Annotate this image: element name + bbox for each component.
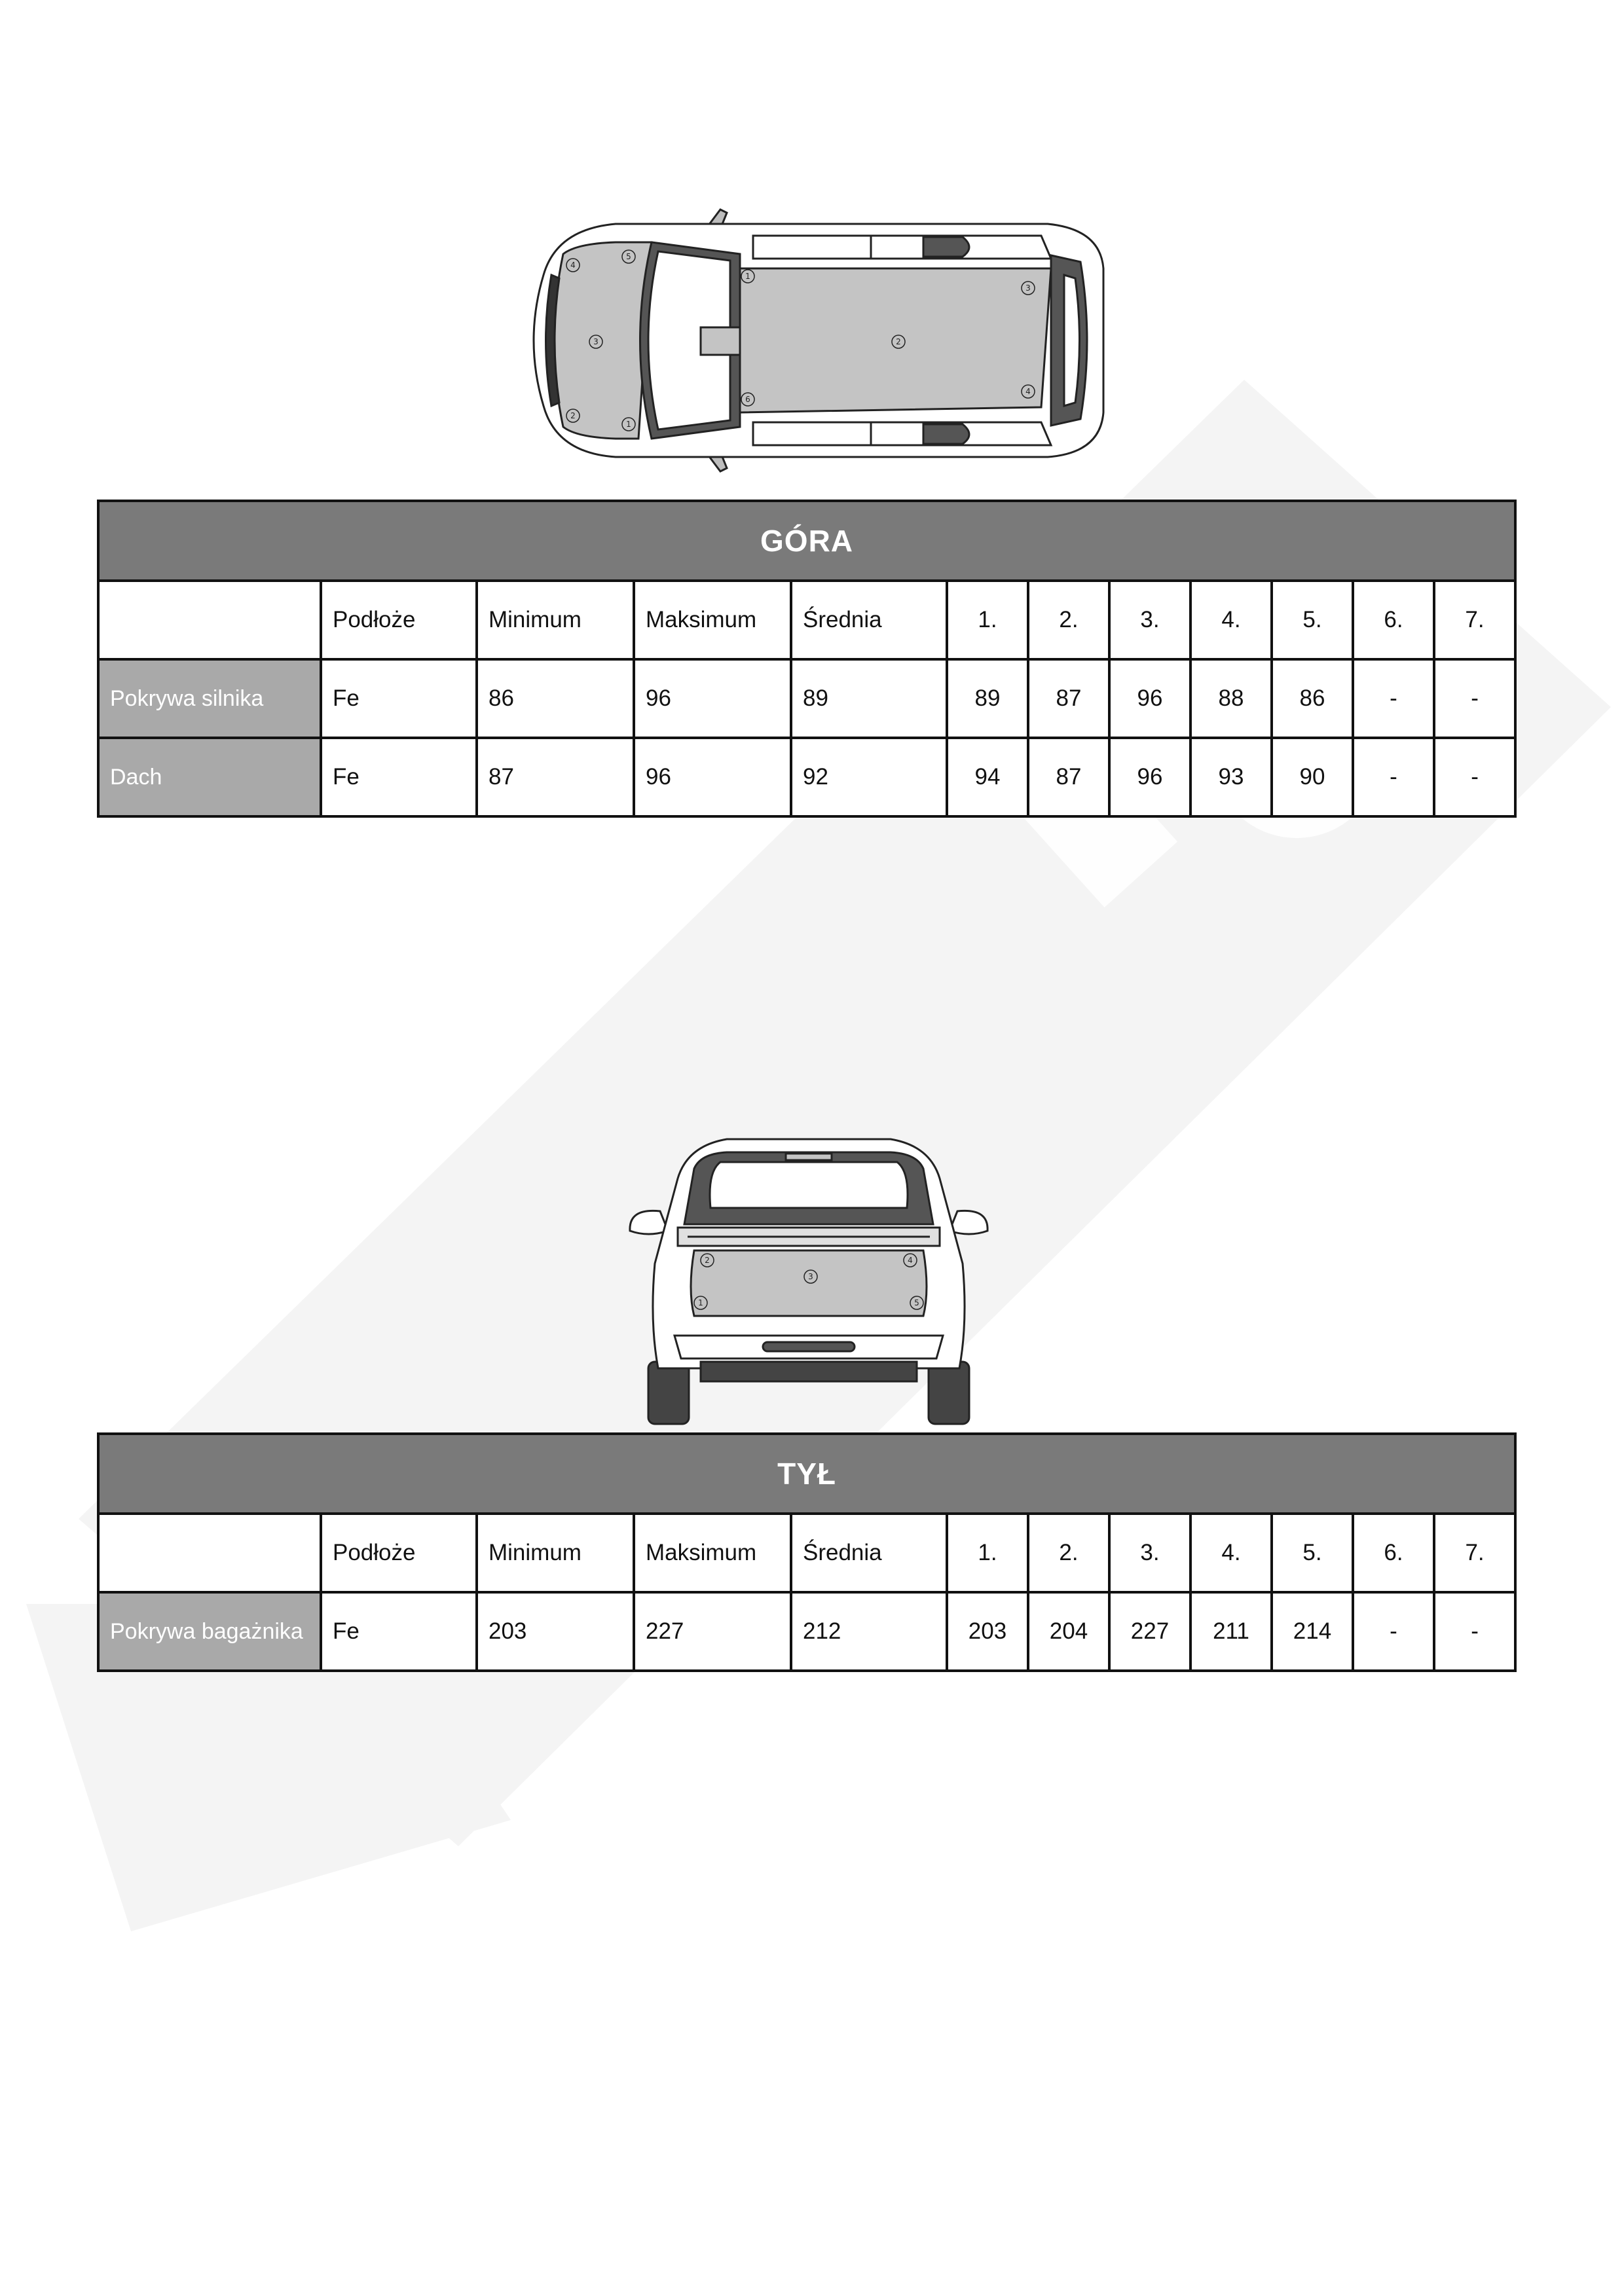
header-maximum: Maksimum [634, 581, 791, 659]
cell-average: 89 [791, 659, 947, 738]
header-point-2: 2. [1028, 581, 1109, 659]
svg-text:1: 1 [745, 272, 750, 281]
svg-text:4: 4 [570, 261, 576, 270]
cell-point-4: 88 [1190, 659, 1272, 738]
row-label: Dach [98, 738, 321, 816]
svg-text:1: 1 [698, 1298, 703, 1307]
header-point-6: 6. [1353, 581, 1434, 659]
svg-text:3: 3 [1025, 283, 1031, 293]
cell-point-1: 203 [947, 1592, 1028, 1671]
svg-text:2: 2 [570, 411, 576, 420]
cell-minimum: 86 [477, 659, 634, 738]
header-substrate: Podłoże [321, 1514, 477, 1592]
cell-point-4: 211 [1190, 1592, 1272, 1671]
header-point-1: 1. [947, 581, 1028, 659]
car-rear-view-diagram [622, 1126, 995, 1427]
svg-text:3: 3 [593, 337, 599, 346]
header-point-4: 4. [1190, 1514, 1272, 1592]
header-minimum: Minimum [477, 581, 634, 659]
table-row [98, 738, 1515, 816]
cell-point-3: 227 [1109, 1592, 1190, 1671]
cell-point-2: 204 [1028, 1592, 1109, 1671]
cell-maximum: 96 [634, 738, 791, 816]
cell-point-2: 87 [1028, 738, 1109, 816]
cell-point-6: - [1353, 659, 1434, 738]
header-empty [98, 1514, 321, 1592]
header-minimum: Minimum [477, 1514, 634, 1592]
cell-point-7: - [1434, 659, 1515, 738]
cell-point-5: 90 [1272, 738, 1353, 816]
cell-point-6: - [1353, 738, 1434, 816]
header-empty [98, 581, 321, 659]
cell-point-5: 214 [1272, 1592, 1353, 1671]
table-title: GÓRA [98, 501, 1515, 581]
svg-text:5: 5 [914, 1298, 919, 1307]
cell-maximum: 96 [634, 659, 791, 738]
header-substrate: Podłoże [321, 581, 477, 659]
cell-point-7: - [1434, 1592, 1515, 1671]
header-maximum: Maksimum [634, 1514, 791, 1592]
measurement-table-top [97, 500, 1517, 818]
cell-maximum: 227 [634, 1592, 791, 1671]
table-row [98, 659, 1515, 738]
cell-point-1: 94 [947, 738, 1028, 816]
header-point-4: 4. [1190, 581, 1272, 659]
header-point-7: 7. [1434, 581, 1515, 659]
cell-point-2: 87 [1028, 659, 1109, 738]
table-header-row [98, 581, 1515, 659]
cell-point-6: - [1353, 1592, 1434, 1671]
cell-substrate: Fe [321, 1592, 477, 1671]
cell-point-1: 89 [947, 659, 1028, 738]
cell-minimum: 203 [477, 1592, 634, 1671]
table-row [98, 1592, 1515, 1671]
cell-point-5: 86 [1272, 659, 1353, 738]
svg-text:1: 1 [626, 420, 631, 429]
cell-substrate: Fe [321, 738, 477, 816]
cell-point-3: 96 [1109, 659, 1190, 738]
svg-text:6: 6 [745, 395, 750, 404]
cell-average: 92 [791, 738, 947, 816]
table-title: TYŁ [98, 1434, 1515, 1514]
header-average: Średnia [791, 1514, 947, 1592]
row-label: Pokrywa bagażnika [98, 1592, 321, 1671]
svg-text:4: 4 [1025, 387, 1031, 396]
cell-point-3: 96 [1109, 738, 1190, 816]
svg-text:5: 5 [626, 252, 631, 261]
cell-average: 212 [791, 1592, 947, 1671]
header-point-3: 3. [1109, 1514, 1190, 1592]
header-point-7: 7. [1434, 1514, 1515, 1592]
header-point-3: 3. [1109, 581, 1190, 659]
header-point-5: 5. [1272, 581, 1353, 659]
cell-minimum: 87 [477, 738, 634, 816]
header-average: Średnia [791, 581, 947, 659]
cell-point-4: 93 [1190, 738, 1272, 816]
row-label: Pokrywa silnika [98, 659, 321, 738]
svg-text:2: 2 [896, 337, 901, 346]
table-header-row [98, 1514, 1515, 1592]
header-point-6: 6. [1353, 1514, 1434, 1592]
header-point-2: 2. [1028, 1514, 1109, 1592]
header-point-1: 1. [947, 1514, 1028, 1592]
car-top-view-diagram [504, 196, 1120, 484]
header-point-5: 5. [1272, 1514, 1353, 1592]
cell-point-7: - [1434, 738, 1515, 816]
cell-substrate: Fe [321, 659, 477, 738]
measurement-table-rear [97, 1432, 1517, 1672]
svg-text:4: 4 [908, 1256, 913, 1265]
svg-text:3: 3 [808, 1272, 813, 1281]
svg-text:2: 2 [705, 1256, 710, 1265]
